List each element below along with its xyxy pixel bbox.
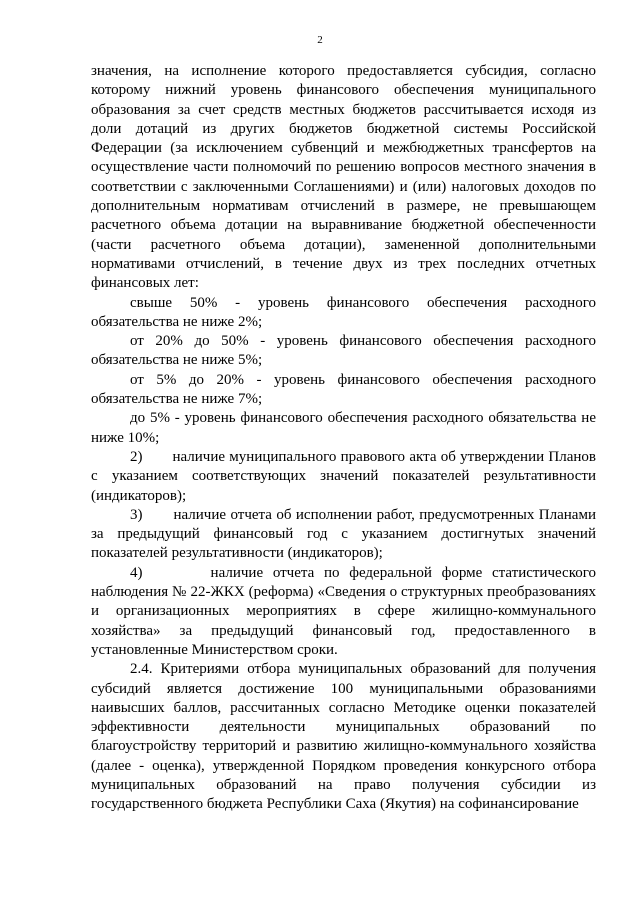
paragraph-item-2: 2) наличие муниципального правового акта об утверждении Планов с указанием соответствующих значений показателей результативности (индикаторов); xyxy=(91,448,596,504)
paragraph-item-3: 3) наличие отчета об исполнении работ, предусмотренных Планами за предыдущий финансовый год с указанием достигнутых значений показателей результативности (индикаторов); xyxy=(91,506,596,562)
paragraph-item-4: 4) наличие отчета по федеральной форме статистического наблюдения № 22-ЖКХ (реформа) «Сведения о структурных преобразованиях и организационных мероприятиях в сфере жилищно-коммунального хозяйства» за предыдущий финансовый год, предоставленного в установленные Министерством сроки. xyxy=(91,564,596,658)
paragraph-20-to-50: от 20% до 50% - уровень финансового обеспечения расходного обязательства не ниже 5%; xyxy=(91,333,596,369)
document-body xyxy=(91,62,596,815)
paragraph-2-4-criteria: 2.4. Критериями отбора муниципальных образований для получения субсидий является достижение 100 муниципальными образованиями наивысших баллов, рассчитанных согласно Методике оценки показателей эффективности деятельности муниципальных образований по благоустройству территорий и развитию жилищно-коммунального хозяйства (далее - оценка), утвержденной Порядком проведения конкурсного отбора муниципальных образований на право получения субсидии из государственного бюджета Республики Саха (Якутия) на софинансирование xyxy=(91,661,596,813)
page-number: 2 xyxy=(317,34,323,46)
paragraph-under-5: до 5% - уровень финансового обеспечения расходного обязательства не ниже 10%; xyxy=(91,410,596,446)
paragraph-subsidy-conditions: значения, на исполнение которого предоставляется субсидия, согласно которому нижний уровень финансового обеспечения муниципального образования за счет средств местных бюджетов рассчитывается исходя из доли дотаций из других бюджетов бюджетной системы Российской Федерации (за исключением субвенций и межбюджетных трансфертов на осуществление части полномочий по решению вопросов местного значения в соответствии с заключенными Соглашениями) и (или) налоговых доходов по дополнительным нормативам отчислений в размере, не превышающем расчетного объема дотации на выравнивание бюджетной обеспеченности (части расчетного объема дотации), замененной дополнительными нормативами отчислений, в течение двух из трех последних отчетных финансовых лет: xyxy=(91,63,596,292)
paragraph-over-50: свыше 50% - уровень финансового обеспечения расходного обязательства не ниже 2%; xyxy=(91,294,596,330)
paragraph-5-to-20: от 5% до 20% - уровень финансового обеспечения расходного обязательства не ниже 7%; xyxy=(91,371,596,408)
